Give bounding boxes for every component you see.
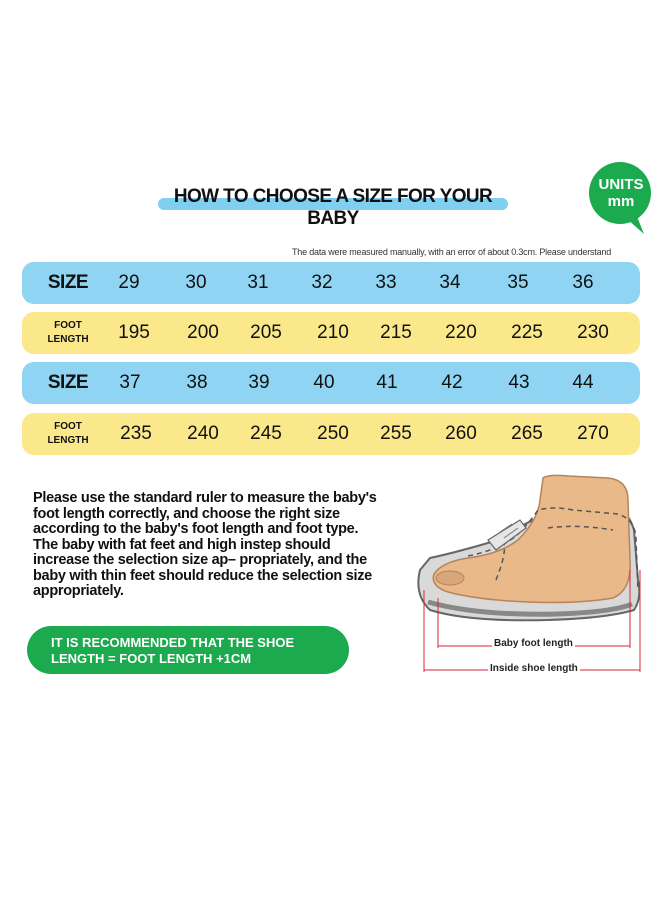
length-cell: 265	[511, 423, 543, 444]
size-cell: 35	[507, 272, 529, 293]
length-cell: 195	[118, 322, 150, 343]
foot-label-line2: LENGTH	[47, 334, 89, 345]
length-cell: 200	[187, 322, 219, 343]
size-cell: 36	[572, 272, 594, 293]
length-cell: 210	[317, 322, 349, 343]
length-cell: 255	[380, 423, 412, 444]
size-cell: 30	[185, 272, 207, 293]
length-cell: 235	[120, 423, 152, 444]
foot-length-row-2	[22, 413, 640, 455]
length-cell: 250	[317, 423, 349, 444]
length-cell: 270	[577, 423, 609, 444]
size-cell: 31	[247, 272, 269, 293]
foot-length-row-1	[22, 312, 640, 354]
recommendation-text: IT IS RECOMMENDED THAT THE SHOE LENGTH = FOOT LENGTH +1CM	[51, 635, 295, 666]
length-cell: 205	[250, 322, 282, 343]
measurement-note: The data were measured manually, with an error of about 0.3cm. Please understand	[292, 247, 612, 257]
units-badge	[586, 160, 656, 236]
inside-shoe-length-label: Inside shoe length	[490, 663, 578, 674]
units-label: UNITS	[598, 176, 644, 193]
length-cell: 215	[380, 322, 412, 343]
units-value: mm	[607, 193, 635, 210]
foot-label-line2: LENGTH	[47, 435, 89, 446]
size-row-2	[22, 362, 640, 404]
length-cell: 240	[187, 423, 219, 444]
size-cell: 34	[439, 272, 461, 293]
foot-label-line1: FOOT	[54, 320, 82, 331]
length-cell: 220	[445, 322, 477, 343]
title-block	[158, 184, 508, 229]
size-cell: 29	[118, 272, 140, 293]
size-cell: 41	[376, 372, 398, 393]
size-cell: 38	[186, 372, 208, 393]
length-cell: 230	[577, 322, 609, 343]
measurement-instructions: Please use the standard ruler to measure the baby's foot length correctly, and choose the right size according to the baby's foot length and foot type. The baby with fat feet and high instep should increase the selection size ap– propriately, and the baby with thin feet should reduce the selection size appropriately.	[33, 490, 377, 599]
length-cell: 225	[511, 322, 543, 343]
size-row-label: SIZE	[47, 272, 89, 293]
size-cell: 37	[119, 372, 141, 393]
length-cell: 245	[250, 423, 282, 444]
foot-length-row-label	[22, 312, 114, 354]
size-cell: 43	[508, 372, 530, 393]
size-cell: 33	[375, 272, 397, 293]
foot-in-shoe-diagram	[408, 470, 656, 690]
recommendation-banner	[27, 626, 349, 674]
size-row-1	[22, 262, 640, 304]
size-row-label: SIZE	[47, 372, 89, 393]
size-cell: 44	[572, 372, 594, 393]
size-cell: 32	[311, 272, 333, 293]
baby-foot-length-label: Baby foot length	[494, 638, 573, 649]
foot-length-row-label	[22, 413, 114, 455]
size-cell: 40	[313, 372, 335, 393]
length-cell: 260	[445, 423, 477, 444]
page-title: HOW TO CHOOSE A SIZE FOR YOUR BABY	[173, 186, 493, 229]
size-cell: 39	[248, 372, 270, 393]
foot-shoe-illustration	[408, 470, 656, 690]
foot-label-line1: FOOT	[54, 421, 82, 432]
size-cell: 42	[441, 372, 463, 393]
